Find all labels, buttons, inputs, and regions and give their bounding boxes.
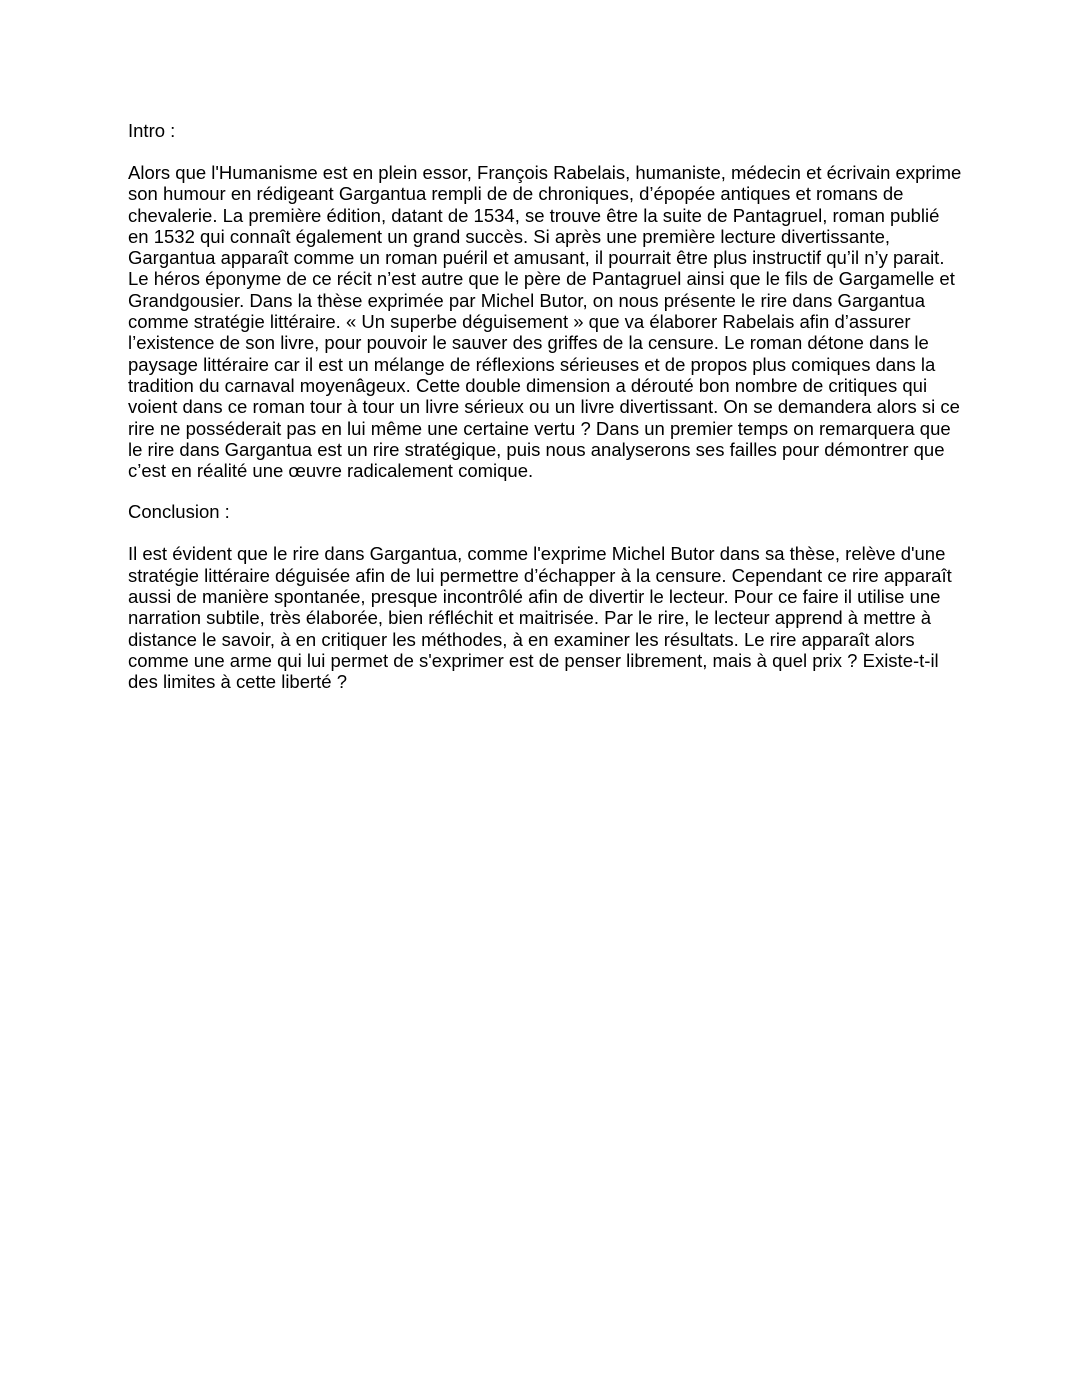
intro-heading: Intro : — [128, 120, 176, 141]
conclusion-paragraph: Il est évident que le rire dans Gargantua, comme l'exprime Michel Butor dans sa thèse, relève d'une stratégie littéraire déguisée afin de lui permettre d’échapper à la censure. Cependant ce rire apparaît aussi de manière spontanée, presque incontrôlé afin de divertir le lecteur. Pour ce faire il utilise une narration subtile, très élaborée, bien réfléchit et maitrisée. Par le rire, le lecteur apprend à mettre à distance le savoir, à en critiquer les méthodes, à en examiner les résultats. Le rire apparaît alors comme une arme qui lui permet de s'exprimer est de penser librement, mais à quel prix ? Existe-t-il des limites à cette liberté ? — [128, 543, 952, 693]
conclusion-heading: Conclusion : — [128, 501, 230, 523]
document-page — [128, 120, 964, 713]
intro-paragraph: Alors que l'Humanisme est en plein essor, François Rabelais, humaniste, médecin et écrivain exprime son humour en rédigeant Gargantua rempli de de chroniques, d’épopée antiques et romans de chevalerie. La première édition, datant de 1534, se trouve être la suite de Pantagruel, roman publié en 1532 qui connaît également un grand succès. Si après une première lecture divertissante, Gargantua apparaît comme un roman puéril et amusant, il pourrait être plus instructif qu’il n’y parait. Le héros éponyme de ce récit n’est autre que le père de Pantagruel ainsi que le fils de Gargamelle et Grandgousier. Dans la thèse exprimée par Michel Butor, on nous présente le rire dans Gargantua comme stratégie littéraire. « Un superbe déguisement » que va élaborer Rabelais afin d’assurer l’existence de son livre, pour pouvoir le sauver des griffes de la censure. Le roman détone dans le paysage littéraire car il est un mélange de réflexions sérieuses et de propos plus comiques dans la tradition du carnaval moyenâgeux. Cette double dimension a dérouté bon nombre de critiques qui voient dans ce roman tour à tour un livre sérieux ou un livre divertissant. On se demandera alors si ce rire ne posséderait pas en lui même une certaine vertu ? Dans un premier temps on remarquera que le rire dans Gargantua est un rire stratégique, puis nous analyserons ses failles pour démontrer que c’est en réalité une œuvre radicalement comique. — [128, 162, 962, 482]
